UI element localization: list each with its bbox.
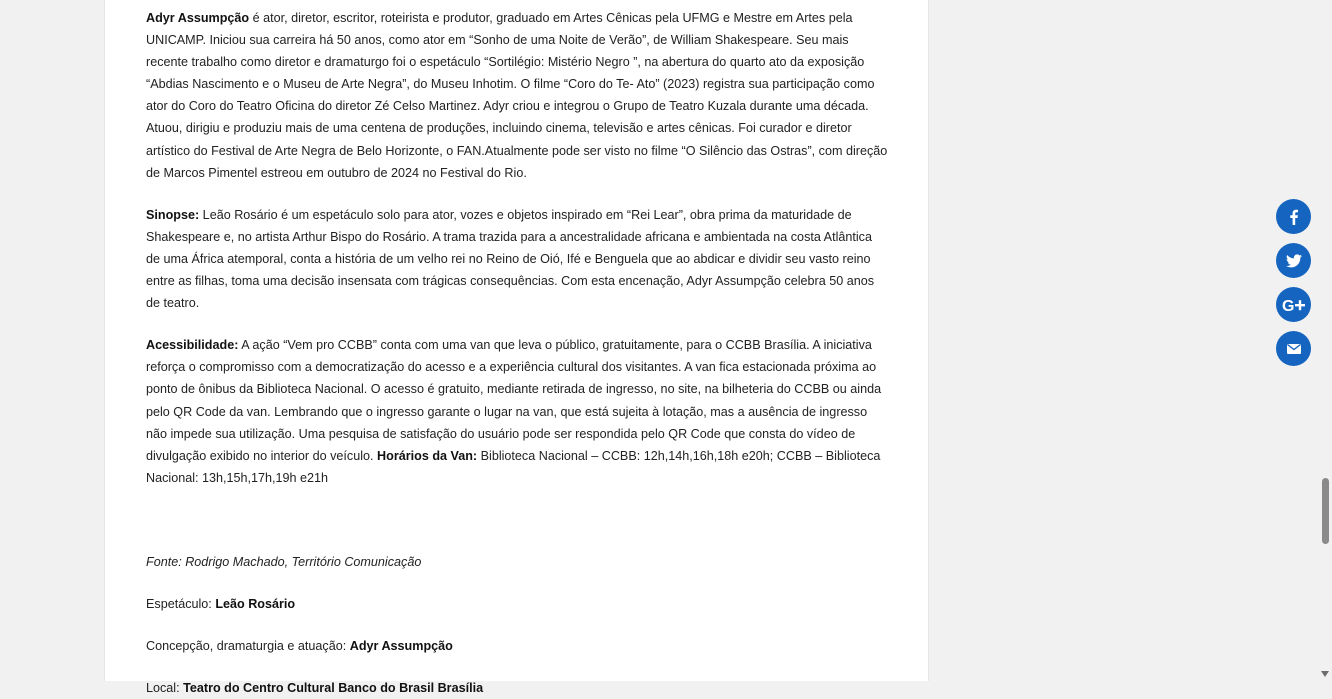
concepcao-value: Adyr Assumpção (349, 639, 453, 654)
concepcao-label: Concepção, dramaturgia e atuação: (146, 639, 350, 654)
espetaculo-value: Leão Rosário (215, 596, 296, 611)
espetaculo-line (146, 593, 888, 615)
facebook-share-button[interactable] (1276, 199, 1311, 234)
page-scrollbar[interactable] (1318, 0, 1332, 681)
horarios-label: Horários da Van: (377, 448, 478, 463)
email-share-button[interactable] (1276, 331, 1311, 366)
twitter-share-button[interactable] (1276, 243, 1311, 278)
acessibilidade-paragraph (146, 334, 888, 489)
acessibilidade-text: A ação “Vem pro CCBB” conta com uma van que leva o público, gratuitamente, para o CCBB Brasília. A iniciativa reforça o compromisso com a democratização do acesso e a experiência cultural dos visitantes. A van fica estacionada próxima ao ponto de ônibus da Biblioteca Nacional. O acesso é gratuito, mediante retirada de ingresso, no site, na bilheteria do CCBB ou ainda pelo QR Code da van. Lembrando que o ingresso garante o lugar na van, que está sujeita à lotação, mas a ausência de ingresso não impede sua utilização. Uma pesquisa de satisfação do usuário pode ser respondida pelo QR Code que consta do vídeo de divulgação exibido no interior do veículo. (146, 338, 882, 463)
bio-text: é ator, diretor, escritor, roteirista e produtor, graduado em Artes Cênicas pela UFMG e Mestre em Artes pela UNICAMP. Iniciou sua carreira há 50 anos, como ator em “Sonho de uma Noite de Verão”, de William Shakespeare. Seu mais recente trabalho como diretor e dramaturgo foi o espetáculo “Sortilégio: Mistério Negro ”, na abertura do quarto ato da exposição “Abdias Nascimento e o Museu de Arte Negra”, do Museu Inhotim. O filme “Coro do Te- Ato” (2023) registra sua participação como ator do Coro do Teatro Oficina do diretor Zé Celso Martinez. Adyr criou e integrou o Grupo de Teatro Kuzala durante uma década. Atuou, dirigiu e produziu mais de uma centena de produções, incluindo cinema, televisão e artes cênicas. Foi curador e diretor artístico do Festival de Arte Negra de Belo Horizonte, o FAN.Atualmente pode ser visto no filme “O Silêncio das Ostras”, com direção de Marcos Pimentel estreou em outubro de 2024 no Festival do Rio. (146, 11, 888, 180)
local-line (146, 677, 888, 699)
article-body (146, 7, 888, 699)
local-value: Teatro do Centro Cultural Banco do Brasil Brasília (183, 681, 484, 696)
facebook-icon (1286, 209, 1302, 225)
sinopse-label: Sinopse: (146, 207, 200, 222)
local-label: Local: (146, 681, 184, 696)
twitter-icon (1286, 254, 1302, 268)
bio-name: Adyr Assumpção (146, 11, 250, 25)
social-share-bar (1276, 199, 1311, 375)
sinopse-paragraph (146, 204, 888, 314)
horarios-text: Biblioteca Nacional – CCBB: 12h,14h,16h,18h e20h; CCBB – Biblioteca Nacional: 13h,15h,17h,19h e21h (146, 448, 881, 485)
source-credit-text: Fonte: Rodrigo Machado, Território Comunicação (146, 554, 422, 569)
concepcao-line (146, 635, 888, 657)
sinopse-text: Leão Rosário é um espetáculo solo para ator, vozes e objetos inspirado em “Rei Lear”, obra prima da maturidade de Shakespeare e, no artista Arthur Bispo do Rosário. A trama trazida para a ancestralidade africana e ambientada na costa Atlântica de uma África atemporal, conta a história de um velho rei no Reino de Oió, Ifé e Benguela que ao abdicar e dividir seu vasto reino entre as filhas, toma uma decisão insensata com trágicas consequências. Com esta encenação, Adyr Assumpção celebra 50 anos de teatro. (146, 207, 875, 311)
google-plus-icon (1282, 297, 1306, 313)
google-plus-share-button[interactable] (1276, 287, 1311, 322)
svg-text:G: G (1281, 297, 1294, 313)
espetaculo-label: Espetáculo: (146, 596, 216, 611)
email-icon (1287, 343, 1301, 355)
scrollbar-thumb[interactable] (1322, 478, 1329, 544)
acessibilidade-label: Acessibilidade: (146, 338, 239, 353)
article-container (104, 0, 929, 696)
scroll-down-arrow-icon[interactable] (1321, 671, 1329, 677)
source-credit (146, 551, 888, 573)
bio-paragraph (146, 7, 888, 184)
